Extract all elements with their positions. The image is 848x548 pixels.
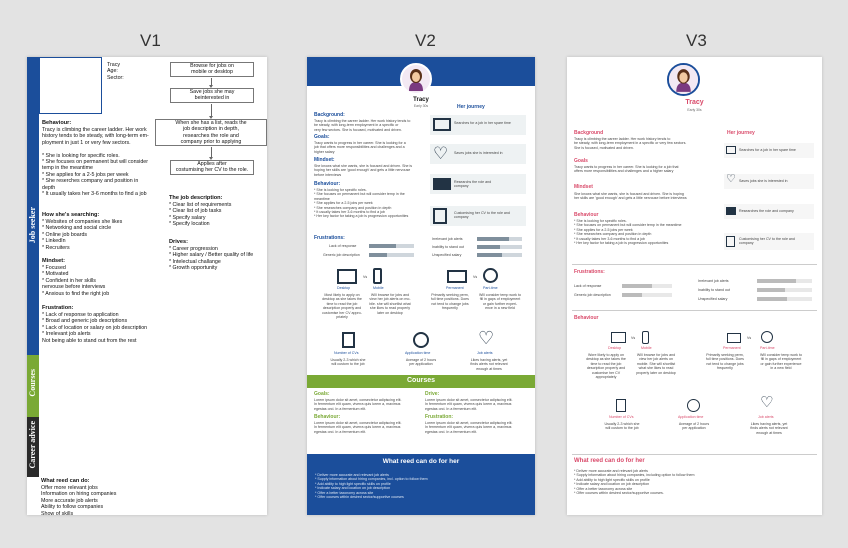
divider [572,264,817,265]
vs-label: Vs [473,275,478,279]
frustration-bar [757,279,812,283]
stat-text-alerts: Likes having alerts, yet finds alerts not relevant enough at times [750,422,788,435]
frustration-title: Frustration: [42,305,74,311]
heart-icon: ♡ [726,173,736,185]
frustration-4: Inability to stand out [432,245,464,249]
persona-subtitle: Early 30s [413,104,429,108]
behaviour-title: Behaviour: [314,181,341,187]
stat-text-time: Average of 2 hours per application [405,358,437,367]
device-label-permanent: Permanent [446,286,464,290]
device-text-part-time: Will consider temp work to fill in gaps of employment or gain further experience in a new field [760,353,802,371]
frustration-bar [477,245,522,249]
device-label-mobile: Mobile [641,346,652,350]
reed-title: What reed can do: [41,478,90,484]
device-text-desktop: Most likely to apply on desktop as she takes the time to read the job description properly and customise her CV appro- priately [322,293,362,320]
flow-arrow [211,147,212,158]
stat-label-time: Application time [678,415,704,419]
frustration-text: * Lack of response to application * Broad and generic job descriptions * Lack of location or salary on job description * Irrelevant job alerts Not being able to stand out from the rest [42,312,148,344]
reed-title: What reed can do for her [574,458,645,464]
frustration-bar [477,237,522,241]
mindset-text: She knows what she wants, she is focused and driven. She is hoping her skills are 'good enough' and gets a little nervouse before interviews [314,164,413,177]
flow-arrow [211,104,212,117]
reed-text: Offer more relevant jobs Information on hiring companies More accurate job alerts Ability to follow companies Show of skills [41,485,117,515]
job-description-title: The job description: [169,195,223,201]
courses-goals-title: Goals: [314,391,330,397]
frustrations-title: Frustrations: [314,235,345,241]
device-text-mobile: Will browse for jobs and view her job alerts on mo- bile. she will shortlist what she likes to read properly later on desktop [369,293,411,315]
sidebar-job-seeker[interactable]: Job seeker [27,57,39,355]
goals-title: Goals [574,158,588,164]
cv-edit-icon [433,208,447,224]
stat-label-time: Application time [405,351,431,355]
mobile-icon [373,268,382,284]
device-text-permanent: Primarily seeking perm, full time positions. Does not tend to change jobs frequently [431,293,469,311]
persona-name: Tracy [413,97,429,103]
device-text-part-time: Will consider temp work to fill in gaps of employment or gain further experi- ence in a new field [479,293,521,311]
flow-step-2: Save jobs she may beinterested in [170,88,254,103]
drives-text: * Career progression * Higher salary / Better quality of life * Intelectual challange * Growth opportunity [169,246,254,272]
stat-text-alerts: Likes having alerts, yet finds alerts not relevant enough at times [470,358,508,371]
behaviour-text: Tracy is climbing the career ladder. Her work history tends to be steady, with long-term em- ployment in just 1 or very few sectors. * She is looking for specific roles. * She focuses on permanent but will consider temp in the meantime * She applies for a 2-5 jobs per week * She reserches company and position in depth * It usually takes her 3-6 months to find a job [42,127,149,198]
journey-step-3-label: Researches the role and company [739,209,794,213]
cv-edit-icon [726,236,735,247]
reed-title: What reed can do for her [382,458,460,465]
stat-label-cvs: Number of CVs [609,415,634,419]
sidebar-career-advice[interactable]: Career advice [27,417,39,477]
behaviour2-title: Behaviour [574,315,599,321]
background-text: Tracy is climbing the career ladder. Her work history tends to be steady, with long-term employment in a specific or very few sectors. She is focused, motivated and driven. [574,137,687,150]
briefcase-icon [727,333,741,343]
stat-text-time: Average of 2 hours per application [678,422,710,431]
mindset-text: She knows what she wants, she is focused and driven. She is hoping her skills are 'good enough' and gets a little nervouse before interviews [574,192,687,201]
stat-label-alerts: Job alerts [758,415,774,419]
stat-text-cvs: Usually 2-3 which she will custom to the job [330,358,366,367]
courses-behaviour-title: Behaviour: [314,414,341,420]
version-label-v1: V1 [140,31,161,50]
heart-icon: ♡ [478,328,495,348]
behaviour-title: Behaviour: [42,120,72,126]
stat-text-cvs: Usually 2-3 which she will custom to the job [604,422,640,431]
goals-title: Goals: [314,134,330,140]
goals-text: Tracy wants to progress in her career. She is looking for a job that offers more responsibilities and challenges and a higher salary [314,141,406,154]
desktop-icon [611,332,626,343]
frustration-bar [369,253,414,257]
searching-text: * Websites of companies she likes * Networking and social circle * Online job boards * LinkedIn * Recruiters [42,219,123,251]
sidebar [27,57,39,515]
cv-icon [616,399,626,412]
frustration-3: Irrelevant job alerts [432,237,463,241]
vs-label: Vs [747,336,752,340]
frustration-bar [757,288,812,292]
journey-title: Her journey [727,130,755,136]
device-text-mobile: Will browse for jobs and view her job alerts on mobile. She will shortlist what she likes to read properly later on desktop [636,353,676,375]
version-label-v2: V2 [415,31,436,50]
journey-step-4-label: Customising her CV to the role and company [454,211,510,220]
desktop-icon [337,269,357,284]
courses-drive-text: Lorem ipsum dolor sit amet, consectetur adipiscing elit. In fermentum elit quam, viverra quis lorem a, maximus egestas orci. In a fermentum elit. [425,398,513,411]
frustration-3: Irrelevant job alerts [698,279,729,283]
flow-step-3: When she has a list, reads the job description in depth, researches the role and company prior to applying [155,119,267,146]
sidebar-courses[interactable]: Courses [27,355,39,417]
goals-text: Tracy wants to progress in her career. She is looking for a job that offers more responsibilities and challenges and a higher salary [574,165,679,174]
device-label-part-time: Part-time [760,346,775,350]
persona-subtitle: Early 30s [687,108,702,112]
monitor-icon [433,118,451,131]
journey-step-2-label: Saves jobs she is interested in [454,151,503,155]
courses-frustration-title: Frustration: [425,414,454,420]
reed-text: * Deliver more accurate and relevant job alerts * Supply information about hiring companies, including option to follow them * Add ability to high light specific skills on profile * Indicate salary and location on job description * Offer a better taxonomy across site * Offer courses within desired sector/supportive courses. [574,469,695,496]
persona-card-v1 [27,57,267,515]
frustration-1: Lack of response [574,284,602,288]
frustration-bar [477,253,522,257]
avatar [400,63,432,95]
background-text: Tracy is climbing the career ladder. Her work history tends to be steady, with long-term employment in a specific or very few sectors. She is focused, motivated and driven. [314,119,411,132]
flow-arrow [211,78,212,86]
frustration-bar [622,284,672,288]
searching-title: How she's searching: [42,212,100,218]
journey-step-1-label: Searches for a job in her spare time [739,148,796,152]
device-text-desktop: Wore likely to apply on desktop as she takes the time to read the job description properly and customise her CV appropriately [586,353,626,380]
device-label-permanent: Permanent [723,346,741,350]
frustration-bar [757,297,812,301]
flow-step-4: Applies after costumising her CV to the role. [170,160,254,175]
header-lines: Tracy Age: Sector: [107,62,124,81]
frustrations-title: Frustrations: [574,269,605,275]
cv-icon [342,332,355,348]
job-description-text: * Clear list of requirements * Clear list of job tasks * Specify salary * Specify location [169,202,232,228]
frustration-5: Unspecified salary [698,297,728,301]
behaviour-text: * She is looking for specific roles. * She focuses on permanent but will consider temp in the meantime * She applies for a 2-5 jobs per week * She researches company and position in depth * It usually takes her 3-6 months to find a job * Her key factor for taking a job is progression opportunities [314,188,409,219]
frustration-2: Generic job description [574,293,611,297]
mobile-icon [642,331,649,344]
mindset-title: Mindset [574,184,593,190]
research-icon [433,178,451,190]
courses-title: Courses [406,377,435,384]
persona-card-v2 [307,57,535,515]
courses-frustration-text: Lorem ipsum dolor sit amet, consectetur adipiscing elit. In fermentum elit quam, viverra quis lorem a, maximus egestas orci. In a fermentum elit. [425,421,513,434]
photo-placeholder [39,57,102,114]
courses-behaviour-text: Lorem ipsum dolor sit amet, consectetur adipiscing elit. In fermentum elit quam, viverra quis lorem a, maximus egestas orci. In a fermentum elit. [314,421,402,434]
avatar [667,63,700,96]
device-text-permanent: Primarily seeking perm, full time positions. Does not tend to change jobs frequently [706,353,744,371]
research-icon [726,207,736,215]
journey-title: Her journey [457,104,485,110]
reed-text: * Deliver more accurate and relevant job alerts * Supply information about hiring companies, incl. option to follow them * Add ability to high light specific skills on profile * Indicate salary and location on job description * Offer a better taxonomy across site * Offer courses within desired sector/supportive courses [315,473,428,500]
device-label-mobile: Mobile [373,286,384,290]
behaviour-title: Behaviour [574,212,599,218]
frustration-2: Generic job description [323,253,360,257]
monitor-icon [726,146,736,154]
vs-label: Vs [363,275,368,279]
device-label-part-time: Part-time [483,286,498,290]
persona-card-v3 [567,57,822,515]
vs-label: Vs [631,336,636,340]
briefcase-icon [447,270,467,283]
heart-icon: ♡ [760,394,774,411]
pie-chart-icon [483,268,498,283]
divider [572,310,817,311]
frustration-bar [622,293,672,297]
background-title: Background [574,130,604,136]
clock-icon [687,399,700,412]
divider [572,454,817,455]
stat-label-cvs: Number of CVs [334,351,359,355]
persona-name: Tracy [685,99,704,106]
mindset-title: Mindset: [42,258,65,264]
journey-step-3-label: Researchs the role and company [454,180,492,189]
clock-icon [413,332,429,348]
mindset-title: Mindset: [314,157,335,163]
version-label-v3: V3 [686,31,707,50]
flow-step-1: Browse for jobs on mobile or desktop [170,62,254,77]
stat-label-alerts: Job alerts [477,351,493,355]
drives-title: Drives: [169,239,188,245]
journey-step-1-label: Searches for a job in her spare time [454,121,511,125]
behaviour-text: * She is looking for specific roles. * She focuses on permanent but will consider temp in the meantime * She applies for a 2-5 jobs per week * She researches company and position in depth * It usually takes her 3-6 months to find a job * Her key factor for taking a job is progression opportunities [574,219,682,246]
frustration-5: Unspecified salary [432,253,462,257]
mindset-text: * Focused * Motivated * Confident in her skills nervouse before interviews * Anxious to find the right job [42,265,110,297]
frustration-4: Inability to stand out [698,288,730,292]
journey-step-4-label: Customising her CV to the role and company [739,237,795,246]
courses-goals-text: Lorem ipsum dolor sit amet, consectetur adipiscing elit. In fermentum elit quam, viverra quis lorem a, maximus egestas orci. In a fermentum elit. [314,398,402,411]
pie-chart-icon [761,331,773,343]
heart-icon: ♡ [433,144,449,163]
frustration-bar [369,244,414,248]
journey-step-2-label: Saves jobs she is interested in [739,179,788,183]
courses-drive-title: Drive: [425,391,440,397]
device-label-desktop: Desktop [337,286,351,290]
device-label-desktop: Desktop [608,346,622,350]
frustration-1: Lack of response [329,244,357,248]
background-title: Background: [314,112,345,118]
